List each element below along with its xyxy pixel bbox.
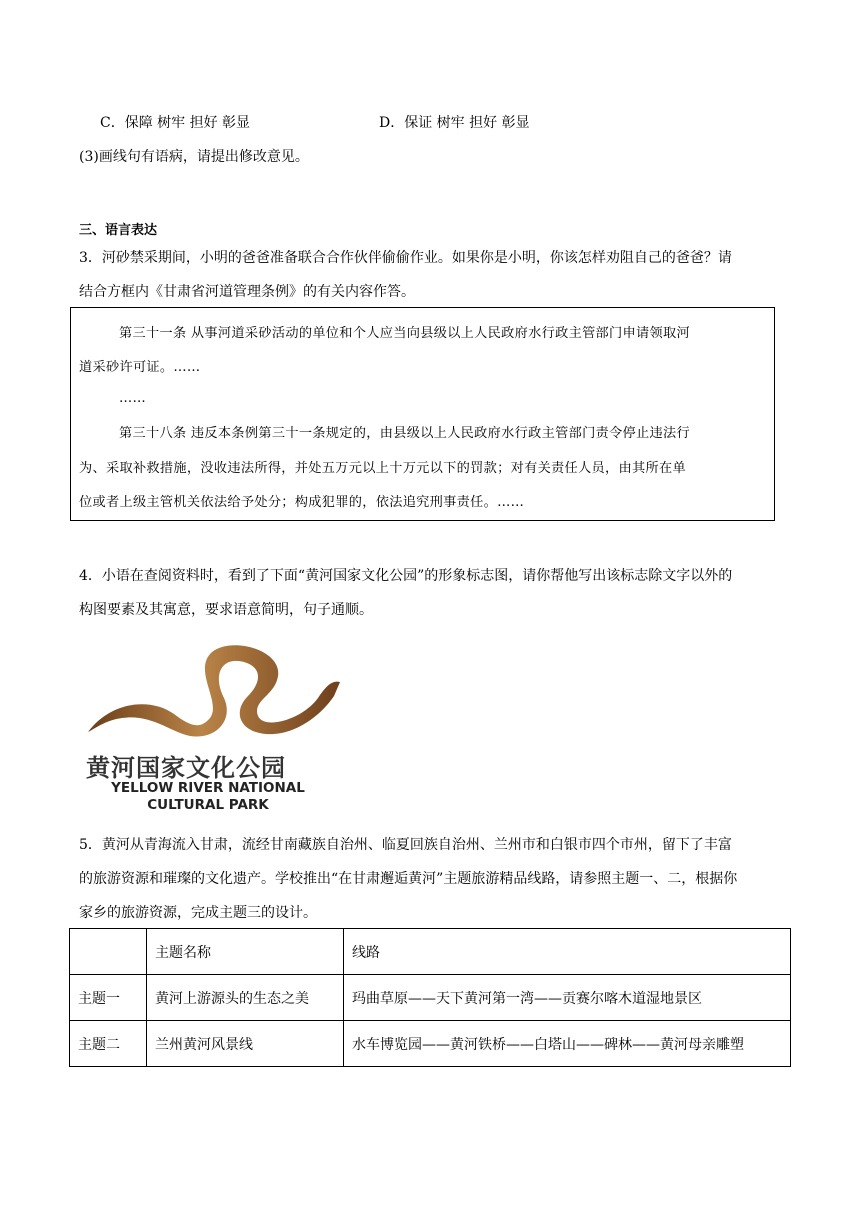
question-4-line-1: 4．小语在查阅资料时，看到了下面“黄河国家文化公园”的形象标志图，请你帮他写出该标志除文字以外的 <box>79 568 733 584</box>
question-5-line-1: 5．黄河从青海流入甘肃，流经甘南藏族自治州、临夏回族自治州、兰州市和白银市四个市州，留下了丰富 <box>79 837 732 853</box>
yellow-river-park-logo <box>82 640 352 815</box>
table-row <box>70 1021 791 1067</box>
table-header-cell: 主题名称 <box>147 929 344 975</box>
table-header-cell: 线路 <box>344 929 791 975</box>
question-2-part-3: (3)画线句有语病，请提出修改意见。 <box>79 149 309 165</box>
section-title: 三、语言表达 <box>79 223 158 238</box>
table-header-row <box>70 929 791 975</box>
option-c: C．保障 树牢 担好 彰显 <box>100 115 251 131</box>
question-4-line-2: 构图要素及其寓意，要求语意简明，句子通顺。 <box>79 602 373 618</box>
table-cell: 水车博览园——黄河铁桥——白塔山——碑林——黄河母亲雕塑 <box>344 1021 791 1067</box>
regulation-line: 为、采取补救措施，没收违法所得，并处五万元以上十万元以下的罚款；对有关责任人员，由其所在单 <box>79 461 686 476</box>
table-cell: 玛曲草原——天下黄河第一湾——贡赛尔喀木道湿地景区 <box>344 975 791 1021</box>
regulation-line: 第三十一条 从事河道采砂活动的单位和个人应当向县级以上人民政府水行政主管部门申请领取河 <box>119 326 690 341</box>
table-header-cell <box>70 929 147 975</box>
table-cell: 主题一 <box>70 975 147 1021</box>
regulation-line: …… <box>119 391 146 406</box>
option-d: D．保证 树牢 担好 彰显 <box>379 115 530 131</box>
regulation-line: 位或者上级主管机关依法给予处分；构成犯罪的，依法追究刑事责任。…… <box>79 495 525 510</box>
question-3-line-2: 结合方框内《甘肃省河道管理条例》的有关内容作答。 <box>79 284 415 300</box>
route-table <box>69 928 791 1067</box>
table-row <box>70 975 791 1021</box>
logo-english-line-2: CULTURAL PARK <box>147 797 269 813</box>
question-3-line-1: 3．河砂禁采期间，小明的爸爸准备联合合作伙伴偷偷作业。如果你是小明，你该怎样劝阻自己的爸爸？请 <box>79 250 732 266</box>
question-5-line-3: 家乡的旅游资源，完成主题三的设计。 <box>79 905 317 921</box>
logo-english-line-1: YELLOW RIVER NATIONAL <box>111 780 305 796</box>
table-cell: 主题二 <box>70 1021 147 1067</box>
regulation-line: 第三十八条 违反本条例第三十一条规定的，由县级以上人民政府水行政主管部门责令停止违法行 <box>119 426 690 441</box>
logo-chinese-text: 黄河国家文化公园 <box>86 754 286 782</box>
regulation-box <box>70 307 775 521</box>
regulation-line: 道采砂许可证。…… <box>79 360 201 375</box>
river-ribbon-icon <box>82 640 352 750</box>
question-5-line-2: 的旅游资源和璀璨的文化遗产。学校推出“在甘肃邂逅黄河”主题旅游精品线路，请参照主题一、二，根据你 <box>79 871 738 887</box>
table-cell: 黄河上游源头的生态之美 <box>147 975 344 1021</box>
table-cell: 兰州黄河风景线 <box>147 1021 344 1067</box>
